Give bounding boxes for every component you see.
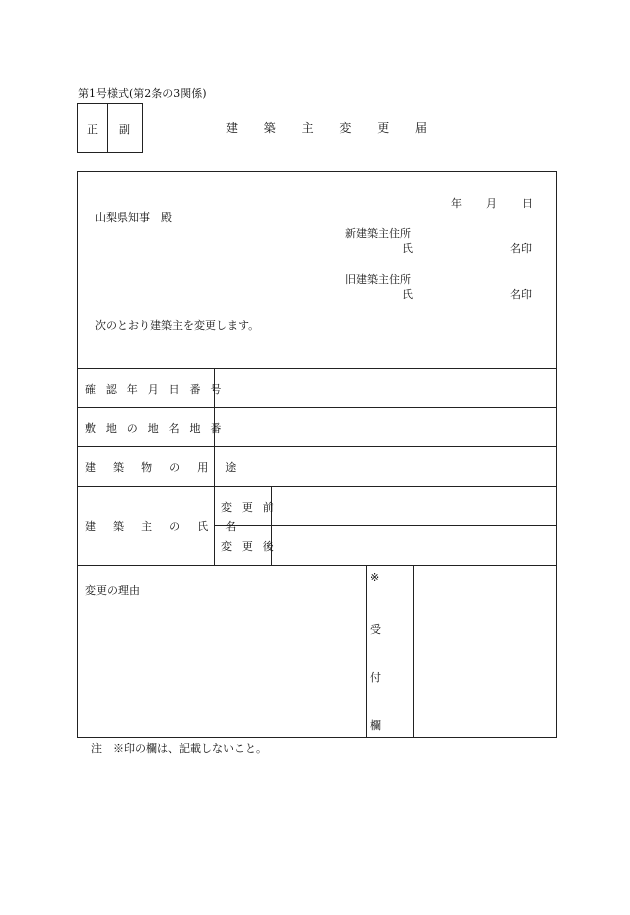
row-divider — [77, 446, 557, 447]
new-owner-name-label-a: 氏 — [402, 242, 413, 255]
row-divider — [77, 565, 557, 566]
owner-before-field[interactable] — [273, 488, 554, 523]
row-divider — [77, 407, 557, 408]
change-reason-field[interactable] — [80, 600, 363, 734]
new-owner-name-label-b: 名印 — [510, 242, 532, 255]
confirmation-number-field[interactable] — [216, 370, 554, 405]
reception-divider — [413, 565, 414, 738]
form-caption: 第1号様式(第2条の3関係) — [78, 87, 207, 100]
site-lot-number-field[interactable] — [216, 409, 554, 444]
date-year: 年 — [451, 197, 462, 210]
footnote: 注 ※印の欄は、記載しないこと。 — [91, 742, 267, 755]
reception-char-1: 受 — [370, 623, 381, 636]
old-owner-address-label: 旧建築主住所 — [345, 273, 411, 286]
document-title: 建築主変更届 — [226, 121, 453, 135]
duplicate-mark: 副 — [119, 123, 130, 136]
building-use-label: 建築物の用途 — [85, 461, 254, 474]
before-change-label: 変更前 — [221, 501, 284, 514]
owner-name-label: 建築主の氏名 — [85, 520, 254, 533]
row-divider — [77, 486, 557, 487]
date-month: 月 — [486, 197, 497, 210]
reason-divider — [366, 565, 367, 738]
building-use-field[interactable] — [216, 448, 554, 484]
row-divider — [214, 525, 557, 526]
new-owner-address-label: 新建築主住所 — [345, 227, 411, 240]
reception-char-3: 欄 — [370, 719, 381, 732]
reception-mark: ※ — [370, 571, 380, 584]
site-lot-number-label: 敷地の地名地番 — [85, 422, 232, 435]
row-divider — [77, 368, 557, 369]
confirmation-number-label: 確認年月日番号 — [85, 383, 232, 396]
owner-after-field[interactable] — [273, 527, 554, 563]
duplicate-copy-box — [107, 103, 143, 153]
statement: 次のとおり建築主を変更します。 — [95, 319, 260, 332]
original-copy-box — [77, 103, 108, 153]
old-owner-name-label-a: 氏 — [402, 288, 413, 301]
original-mark: 正 — [87, 123, 98, 136]
after-change-label: 変更後 — [221, 540, 284, 553]
reception-char-2: 付 — [370, 671, 381, 684]
old-owner-name-label-b: 名印 — [510, 288, 532, 301]
date-day: 日 — [522, 197, 533, 210]
addressee: 山梨県知事 殿 — [95, 211, 172, 224]
change-reason-label: 変更の理由 — [85, 584, 140, 597]
